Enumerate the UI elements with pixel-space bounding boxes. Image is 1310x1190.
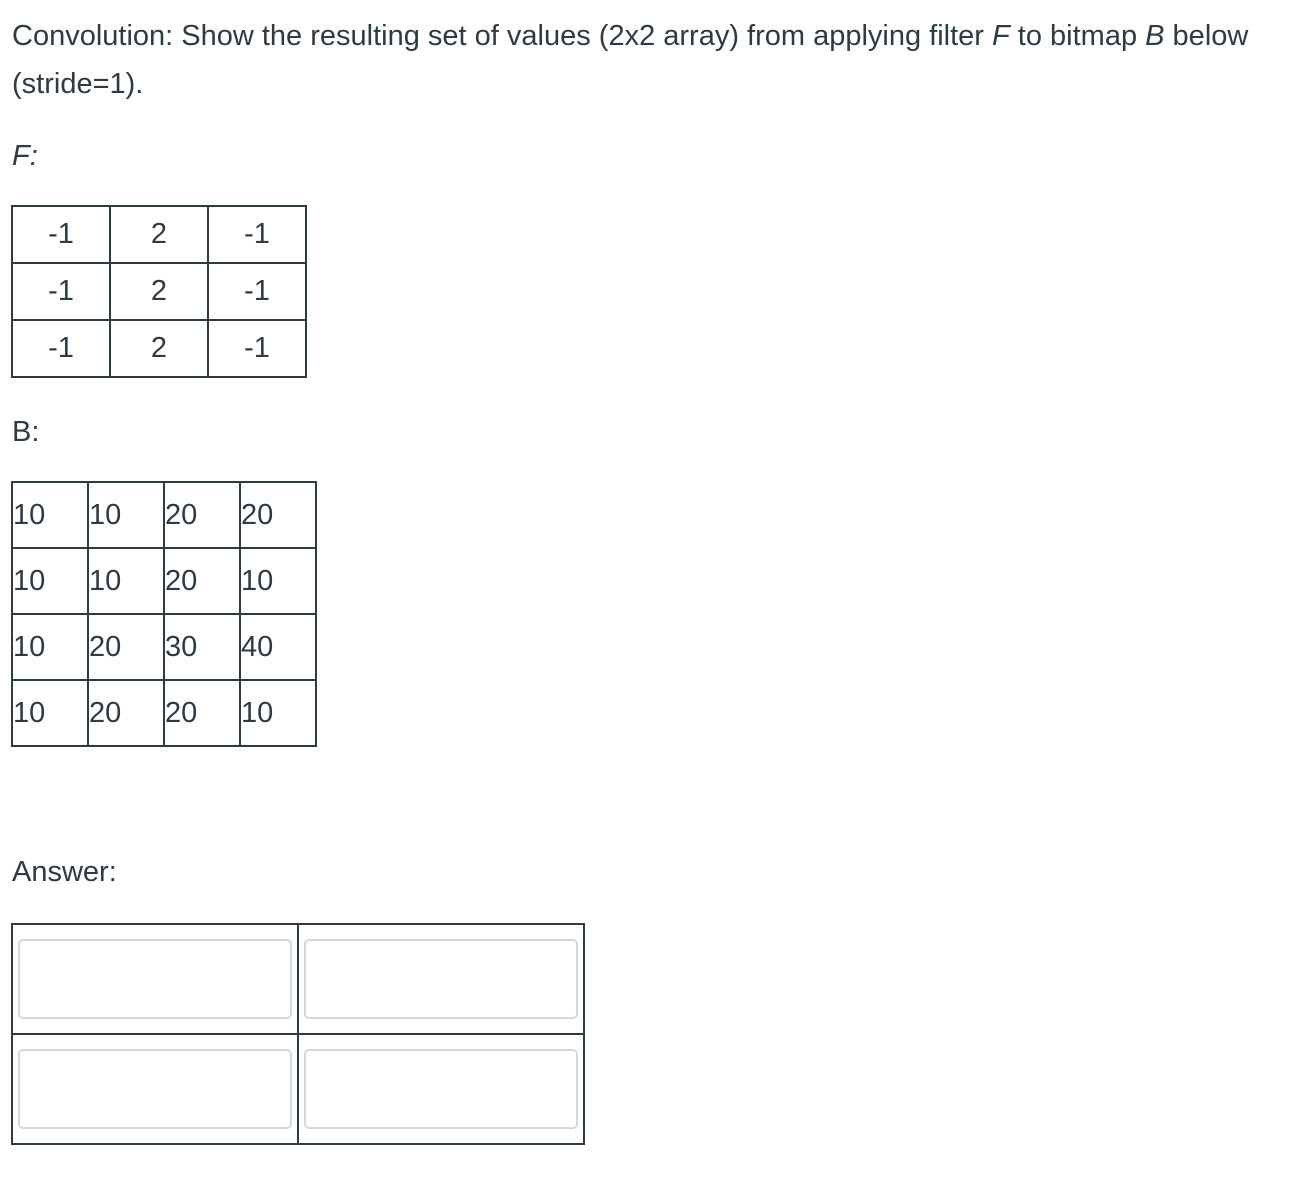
bitmap-cell: 10 [12,680,88,746]
bitmap-row [12,482,316,548]
answer-input-r1c2[interactable] [304,939,578,1019]
answer-row [12,924,584,1034]
filter-cell: 2 [110,263,208,320]
filter-row [12,206,306,263]
filter-cell: 2 [110,320,208,377]
bitmap-cell: 20 [164,680,240,746]
filter-cell: -1 [208,206,306,263]
answer-cell [12,924,298,1034]
bitmap-cell: 20 [240,482,316,548]
bitmap-cell: 20 [164,482,240,548]
answer-input-r2c2[interactable] [304,1049,578,1129]
bitmap-cell: 40 [240,614,316,680]
bitmap-row [12,680,316,746]
question-middle: to bitmap [1009,20,1146,52]
filter-label: F: [12,140,38,172]
filter-cell: -1 [12,206,110,263]
bitmap-cell: 10 [88,548,164,614]
bitmap-cell: 20 [164,548,240,614]
question-suffix: below (stride=1). [12,20,1249,100]
filter-row [12,263,306,320]
filter-cell: -1 [12,263,110,320]
bitmap-cell: 10 [88,482,164,548]
answer-cell [298,1034,584,1144]
bitmap-table [11,481,317,747]
bitmap-cell: 10 [240,680,316,746]
question-prefix: Convolution: Show the resulting set of values (2x2 array) from applying filter [12,20,993,52]
bitmap-row [12,614,316,680]
bitmap-name: B [1145,20,1165,52]
question-text [12,12,1292,108]
bitmap-cell: 20 [88,614,164,680]
answer-cell [298,924,584,1034]
bitmap-label: B: [12,416,40,448]
filter-cell: 2 [110,206,208,263]
bitmap-cell: 10 [12,548,88,614]
answer-input-r2c1[interactable] [18,1049,292,1129]
answer-input-r1c1[interactable] [18,939,292,1019]
filter-name: F [992,20,1010,52]
bitmap-cell: 20 [88,680,164,746]
filter-cell: -1 [208,320,306,377]
answer-label: Answer: [12,856,117,888]
filter-table [11,205,307,378]
bitmap-cell: 10 [12,482,88,548]
answer-cell [12,1034,298,1144]
bitmap-cell: 10 [12,614,88,680]
answer-row [12,1034,584,1144]
bitmap-cell: 10 [240,548,316,614]
answer-table [11,923,585,1145]
filter-cell: -1 [12,320,110,377]
filter-cell: -1 [208,263,306,320]
filter-row [12,320,306,377]
bitmap-cell: 30 [164,614,240,680]
bitmap-row [12,548,316,614]
